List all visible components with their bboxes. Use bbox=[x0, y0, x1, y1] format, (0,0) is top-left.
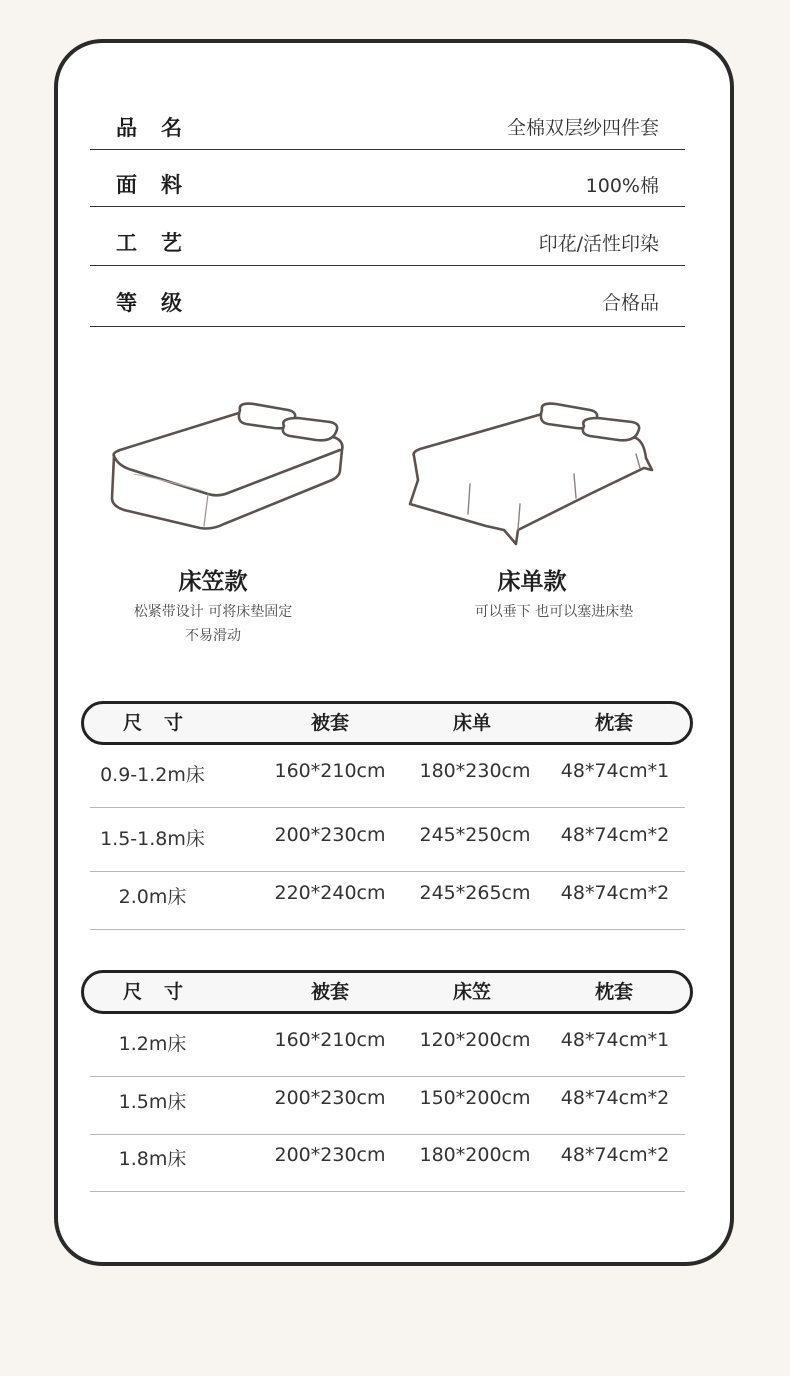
cell-size: 2.0m床 bbox=[118, 886, 187, 908]
header-duvet-cover: 被套 bbox=[310, 712, 349, 734]
table-row bbox=[90, 1087, 685, 1135]
cell-pillow: 48*74cm*2 bbox=[560, 1087, 670, 1109]
spec-key: 工艺 bbox=[116, 231, 206, 255]
table-row bbox=[90, 760, 685, 808]
cell-sheet: 245*265cm bbox=[419, 882, 531, 904]
cell-size: 1.2m床 bbox=[118, 1033, 187, 1055]
header-duvet-cover: 被套 bbox=[310, 981, 349, 1003]
cell-sheet: 245*250cm bbox=[419, 824, 531, 846]
table-row bbox=[90, 882, 685, 930]
flat-sheet-bed-illustration bbox=[400, 398, 660, 548]
cell-fitted: 180*200cm bbox=[419, 1144, 531, 1166]
table-row bbox=[90, 824, 685, 872]
table-row bbox=[90, 1029, 685, 1077]
header-size: 尺寸 bbox=[122, 981, 205, 1003]
header-fitted-sheet: 床笠 bbox=[452, 981, 491, 1003]
spec-key: 等级 bbox=[116, 290, 206, 315]
cell-duvet: 160*210cm bbox=[274, 1029, 386, 1051]
cell-duvet: 160*210cm bbox=[274, 760, 386, 782]
cell-pillow: 48*74cm*2 bbox=[560, 1144, 670, 1166]
spec-value: 100%棉 bbox=[585, 174, 659, 197]
cell-duvet: 220*240cm bbox=[274, 882, 386, 904]
cell-sheet: 180*230cm bbox=[419, 760, 531, 782]
flat-sheet-title: 床单款 bbox=[497, 569, 567, 595]
spec-row-fabric bbox=[90, 162, 685, 207]
fitted-sheet-desc-line1: 松紧带设计 可将床垫固定 bbox=[133, 604, 293, 620]
cell-size: 1.5-1.8m床 bbox=[100, 828, 205, 850]
header-flat-sheet: 床单 bbox=[452, 712, 491, 734]
cell-duvet: 200*230cm bbox=[274, 824, 386, 846]
cell-pillow: 48*74cm*2 bbox=[560, 824, 670, 846]
header-pillowcase: 枕套 bbox=[594, 981, 633, 1003]
spec-row-craft bbox=[90, 219, 685, 266]
fitted-sheet-title: 床笠款 bbox=[178, 569, 248, 595]
fitted-sheet-desc-line2: 不易滑动 bbox=[185, 628, 241, 644]
size-table-2-header bbox=[81, 970, 693, 1014]
cell-pillow: 48*74cm*1 bbox=[560, 760, 670, 782]
flat-sheet-desc-line1: 可以垂下 也可以塞进床垫 bbox=[474, 604, 634, 620]
spec-key: 面料 bbox=[116, 173, 206, 197]
header-pillowcase: 枕套 bbox=[594, 712, 633, 734]
size-table-1-header bbox=[81, 701, 693, 745]
header-size: 尺寸 bbox=[122, 712, 205, 734]
spec-key: 品名 bbox=[116, 115, 206, 140]
cell-size: 1.5m床 bbox=[118, 1091, 187, 1113]
cell-fitted: 120*200cm bbox=[419, 1029, 531, 1051]
spec-row-name bbox=[90, 104, 685, 150]
cell-fitted: 150*200cm bbox=[419, 1087, 531, 1109]
cell-pillow: 48*74cm*1 bbox=[560, 1029, 670, 1051]
cell-duvet: 200*230cm bbox=[274, 1144, 386, 1166]
spec-row-grade bbox=[90, 277, 685, 327]
spec-value: 印花/活性印染 bbox=[538, 232, 659, 255]
cell-size: 0.9-1.2m床 bbox=[100, 764, 205, 786]
spec-value: 合格品 bbox=[601, 292, 659, 314]
spec-value: 全棉双层纱四件套 bbox=[506, 117, 659, 139]
cell-size: 1.8m床 bbox=[118, 1148, 187, 1170]
table-row bbox=[90, 1144, 685, 1192]
fitted-sheet-bed-illustration bbox=[104, 398, 354, 538]
cell-pillow: 48*74cm*2 bbox=[560, 882, 670, 904]
cell-duvet: 200*230cm bbox=[274, 1087, 386, 1109]
